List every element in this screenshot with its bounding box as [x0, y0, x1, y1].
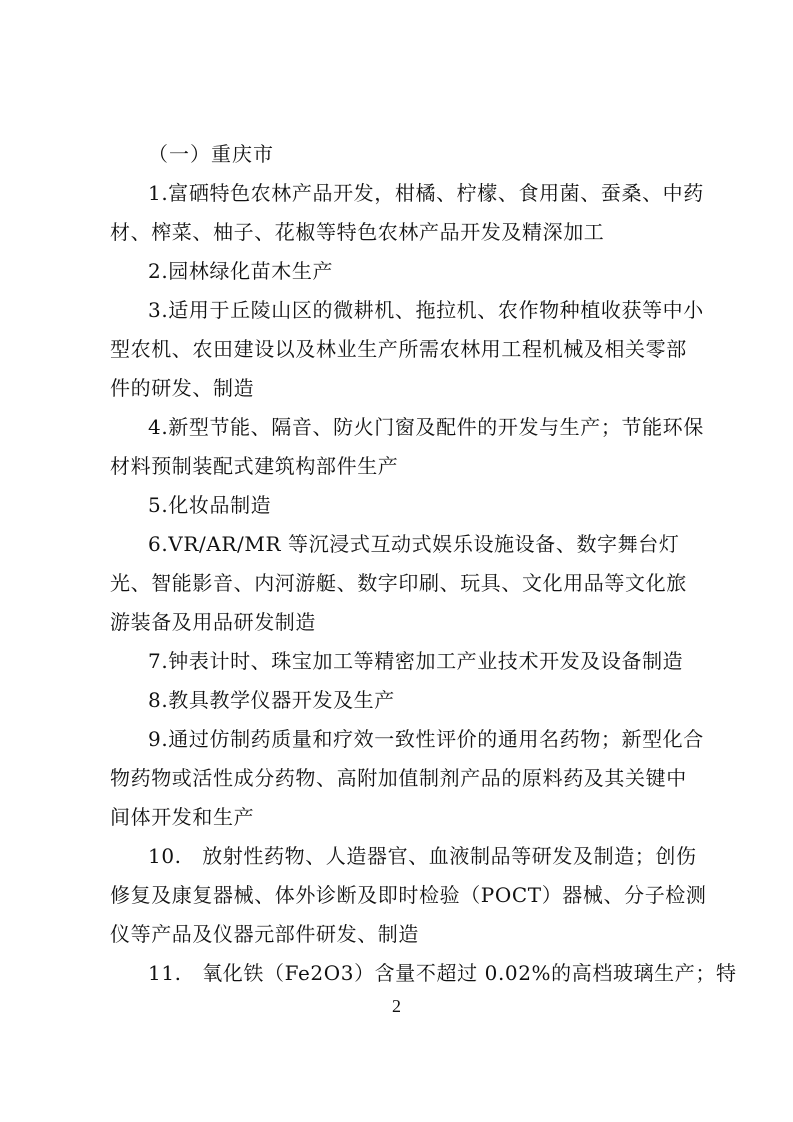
item-8-line-1: 8.教具教学仪器开发及生产 — [148, 688, 395, 712]
item-9-line-2: 物药物或活性成分药物、高附加值制剂产品的原料药及其关键中 — [110, 766, 687, 790]
item-11-line-1: 11. 氧化铁（Fe2O3）含量不超过 0.02%的高档玻璃生产；特 — [148, 961, 737, 985]
item-2-line-1: 2.园林绿化苗木生产 — [148, 259, 334, 283]
item-1-line-1: 1.富硒特色农林产品开发，柑橘、柠檬、食用菌、蚕桑、中药 — [148, 181, 704, 205]
item-6-line-2: 光、智能影音、内河游艇、数字印刷、玩具、文化用品等文化旅 — [110, 571, 687, 595]
item-4-line-1: 4.新型节能、隔音、防火门窗及配件的开发与生产；节能环保 — [148, 415, 704, 439]
item-10-line-2: 修复及康复器械、体外诊断及即时检验（POCT）器械、分子检测 — [110, 883, 707, 907]
item-6-line-3: 游装备及用品研发制造 — [110, 610, 316, 634]
item-5-line-1: 5.化妆品制造 — [148, 493, 272, 517]
item-9-line-3: 间体开发和生产 — [110, 805, 255, 829]
item-3-line-1: 3.适用于丘陵山区的微耕机、拖拉机、农作物种植收获等中小 — [148, 298, 704, 322]
section-heading: （一）重庆市 — [148, 142, 274, 166]
item-9-line-1: 9.通过仿制药质量和疗效一致性评价的通用名药物；新型化合 — [148, 727, 704, 751]
item-10-line-3: 仪等产品及仪器元部件研发、制造 — [110, 922, 419, 946]
item-1-line-2: 材、榨菜、柚子、花椒等特色农林产品开发及精深加工 — [110, 220, 605, 244]
document-body — [110, 135, 737, 993]
item-3-line-2: 型农机、农田建设以及林业生产所需农林用工程机械及相关零部 — [110, 337, 687, 361]
item-4-line-2: 材料预制装配式建筑构部件生产 — [110, 454, 399, 478]
item-3-line-3: 件的研发、制造 — [110, 376, 255, 400]
item-10-line-1: 10. 放射性药物、人造器官、血液制品等研发及制造；创伤 — [148, 844, 697, 868]
page-number: 2 — [392, 996, 401, 1016]
item-7-line-1: 7.钟表计时、珠宝加工等精密加工产业技术开发及设备制造 — [148, 649, 684, 673]
item-6-line-1: 6.VR/AR/MR 等沉浸式互动式娱乐设施设备、数字舞台灯 — [148, 532, 680, 556]
